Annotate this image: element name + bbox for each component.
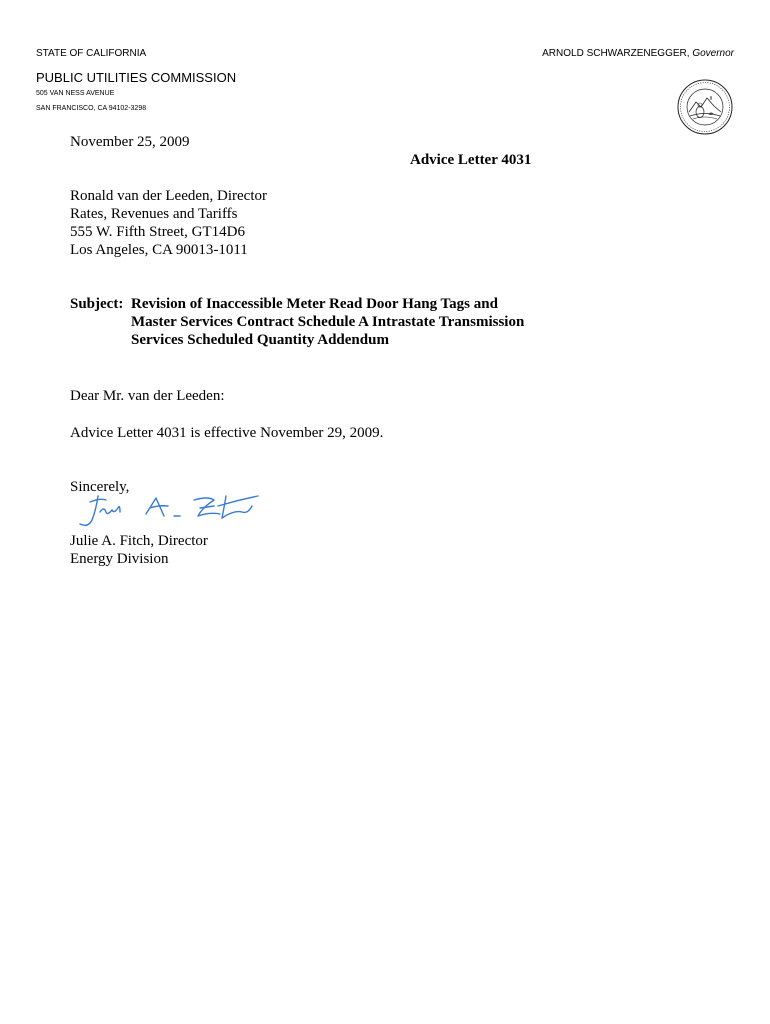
governor-line <box>542 48 734 59</box>
agency-address-street: 505 VAN NESS AVENUE <box>36 90 115 97</box>
advice-letter-number: Advice Letter 4031 <box>410 152 532 168</box>
signer-name: Julie A. Fitch, Director <box>70 533 208 549</box>
state-seal-icon <box>676 78 734 136</box>
governor-title: Governor <box>692 48 734 59</box>
state-label: STATE OF CALIFORNIA <box>36 48 147 59</box>
recipient-street: 555 W. Fifth Street, GT14D6 <box>70 224 245 240</box>
recipient-name: Ronald van der Leeden, Director <box>70 188 267 204</box>
recipient-city: Los Angeles, CA 90013-1011 <box>70 242 248 258</box>
subject-label: Subject: <box>70 296 124 312</box>
signer-division: Energy Division <box>70 551 169 567</box>
agency-name: PUBLIC UTILITIES COMMISSION <box>36 70 237 85</box>
subject-line: Revision of Inaccessible Meter Read Door Hang Tags and <box>131 296 498 312</box>
subject-line: Services Scheduled Quantity Addendum <box>131 332 389 348</box>
closing: Sincerely, <box>70 479 130 495</box>
agency-address-city: SAN FRANCISCO, CA 94102-3298 <box>36 105 147 112</box>
subject-line: Master Services Contract Schedule A Intrastate Transmission <box>131 314 525 330</box>
letter-date: November 25, 2009 <box>70 134 190 150</box>
subject-text <box>131 295 524 349</box>
salutation: Dear Mr. van der Leeden: <box>70 388 225 404</box>
signer-block <box>70 532 208 568</box>
handwritten-signature <box>76 492 266 530</box>
letter-body-paragraph: Advice Letter 4031 is effective November 29, 2009. <box>70 425 384 441</box>
recipient-department: Rates, Revenues and Tariffs <box>70 206 238 222</box>
recipient-address-block <box>70 187 267 259</box>
governor-name: ARNOLD SCHWARZENEGGER, <box>542 48 690 59</box>
